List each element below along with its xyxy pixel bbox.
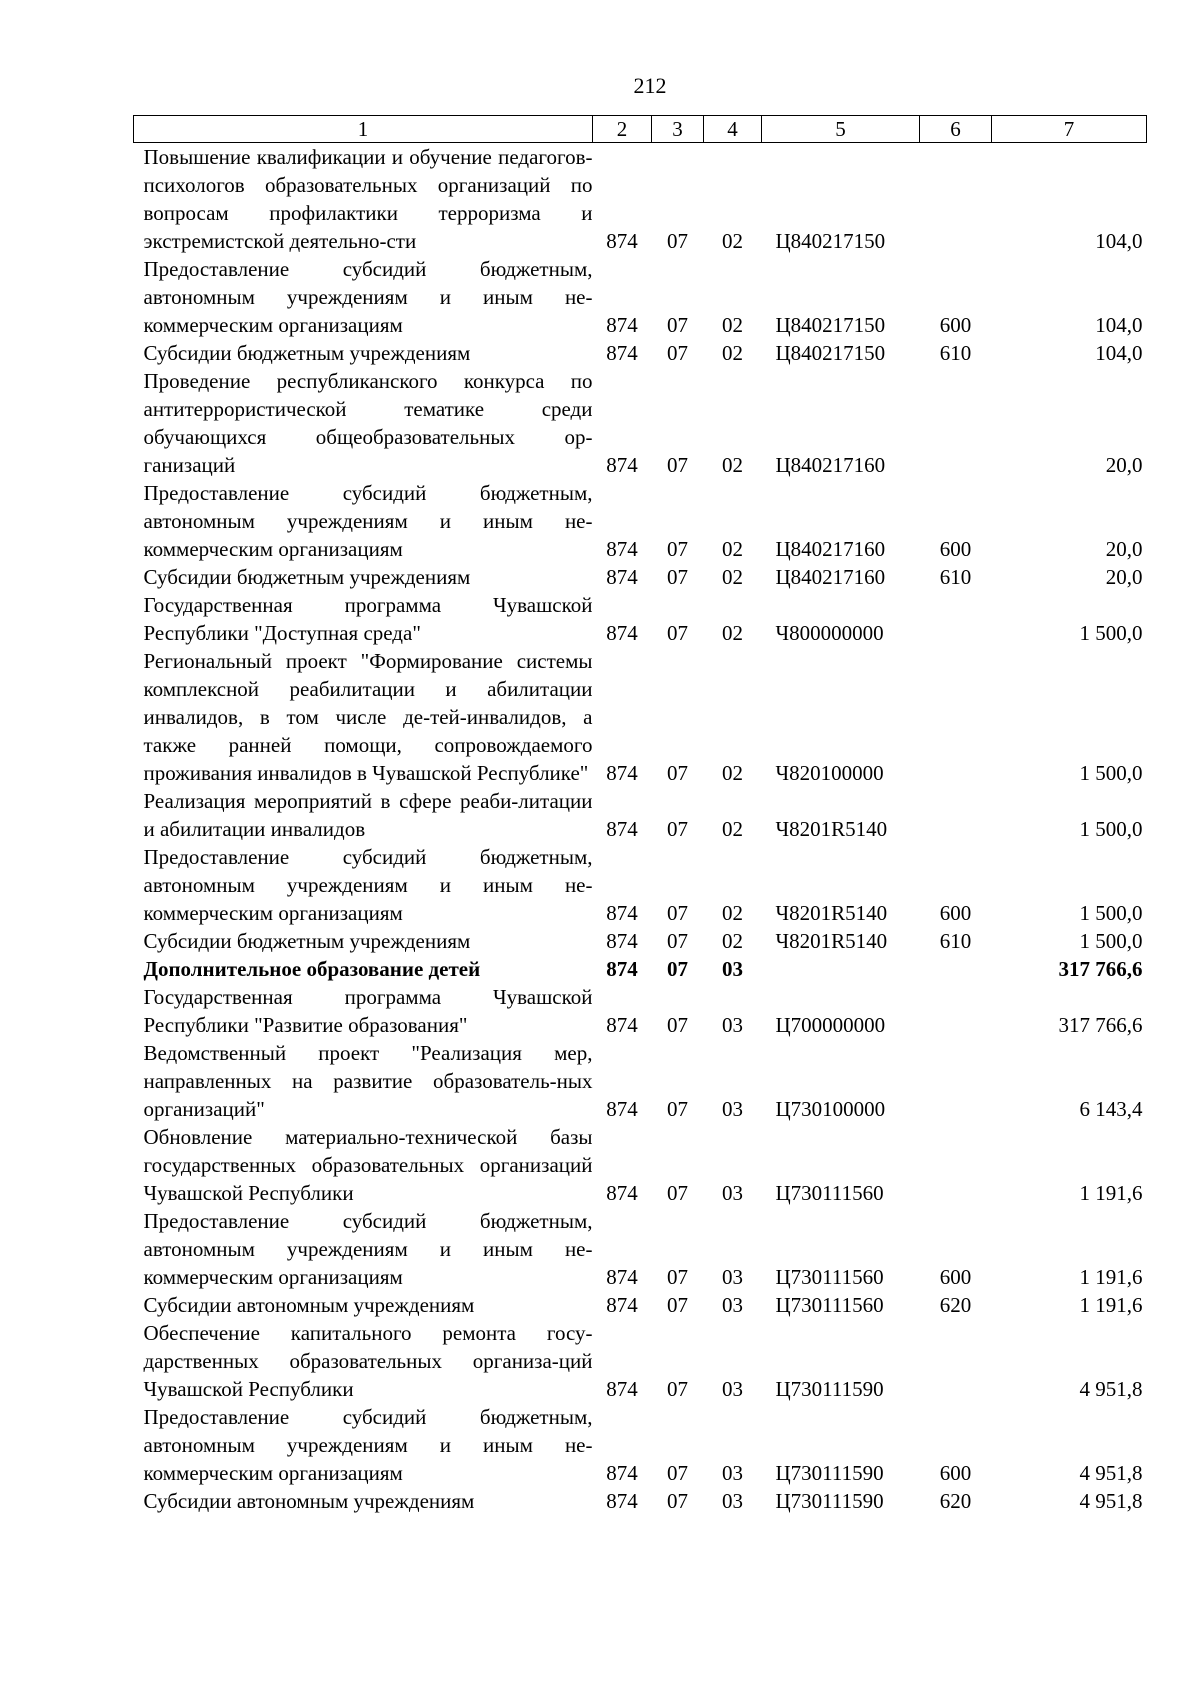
row-section: 07 <box>667 1461 688 1485</box>
row-amount: 317 766,6 <box>1058 957 1143 981</box>
row-grbs: 874 <box>606 537 638 561</box>
row-target-code: Ч8201R5140 <box>775 901 888 925</box>
table-row <box>134 1403 1147 1487</box>
row-grbs: 874 <box>606 817 638 841</box>
row-name: Предоставление субсидий бюджетным, автономным учреждениям и иным не-коммерческим организациям <box>143 1405 593 1485</box>
table-row <box>134 1123 1147 1207</box>
row-expense-type <box>920 1039 992 1123</box>
row-amount: 20,0 <box>1105 565 1143 589</box>
table-row <box>134 1207 1147 1291</box>
table-row <box>134 1319 1147 1403</box>
row-grbs: 874 <box>606 621 638 645</box>
row-expense-type <box>920 787 992 843</box>
row-amount: 20,0 <box>1105 453 1143 477</box>
row-section: 07 <box>667 1377 688 1401</box>
budget-table <box>133 115 1147 1515</box>
row-expense-type: 610 <box>939 565 972 589</box>
row-target-code: Ц730111560 <box>775 1265 884 1289</box>
row-subsection: 03 <box>722 1265 743 1289</box>
row-section: 07 <box>667 1181 688 1205</box>
header-col-5: 5 <box>762 116 920 143</box>
row-subsection: 03 <box>722 1461 743 1485</box>
row-target-code: Ц840217150 <box>775 313 886 337</box>
row-target-code: Ч800000000 <box>775 621 884 645</box>
header-col-3: 3 <box>652 116 704 143</box>
table-row <box>134 1291 1147 1319</box>
row-target-code: Ц840217150 <box>775 341 886 365</box>
row-amount: 104,0 <box>1095 313 1143 337</box>
table-header <box>134 116 1147 143</box>
row-subsection: 03 <box>722 1013 743 1037</box>
row-expense-type: 600 <box>939 537 972 561</box>
row-expense-type: 620 <box>939 1293 972 1317</box>
row-section: 07 <box>667 817 688 841</box>
row-section: 07 <box>667 537 688 561</box>
row-expense-type: 620 <box>939 1489 972 1513</box>
row-section: 07 <box>667 1293 688 1317</box>
row-grbs: 874 <box>606 229 638 253</box>
row-name: Субсидии автономным учреждениям <box>143 1293 475 1317</box>
row-section: 07 <box>667 1097 688 1121</box>
row-section: 07 <box>667 453 688 477</box>
row-section: 07 <box>667 1013 688 1037</box>
row-amount: 1 500,0 <box>1079 817 1143 841</box>
header-row <box>134 116 1147 143</box>
row-expense-type <box>920 143 992 256</box>
row-grbs: 874 <box>606 1097 638 1121</box>
row-name: Реализация мероприятий в сфере реаби-литации и абилитации инвалидов <box>143 789 593 841</box>
row-target-code: Ц730111590 <box>775 1377 884 1401</box>
row-name: Предоставление субсидий бюджетным, автономным учреждениям и иным не-коммерческим организациям <box>143 481 593 561</box>
row-subsection: 02 <box>722 817 743 841</box>
row-amount: 1 191,6 <box>1079 1181 1143 1205</box>
row-expense-type <box>920 1123 992 1207</box>
row-target-code: Ч8201R5140 <box>775 929 888 953</box>
row-target-code: Ц840217160 <box>775 453 886 477</box>
row-name: Проведение республиканского конкурса по антитеррористической тематике среди обучающихся общеобразовательных ор-ганизаций <box>143 369 593 477</box>
row-target-code: Ч820100000 <box>775 761 884 785</box>
table-row <box>134 563 1147 591</box>
row-amount: 1 500,0 <box>1079 901 1143 925</box>
row-target-code: Ц840217160 <box>775 565 886 589</box>
row-amount: 1 500,0 <box>1079 761 1143 785</box>
table-body <box>134 143 1147 1516</box>
row-expense-type <box>920 983 992 1039</box>
row-name: Государственная программа Чувашской Республики "Развитие образования" <box>143 985 593 1037</box>
row-section: 07 <box>667 761 688 785</box>
row-target-code: Ц730111590 <box>775 1489 884 1513</box>
table-row <box>134 983 1147 1039</box>
row-grbs: 874 <box>606 761 638 785</box>
row-section: 07 <box>667 621 688 645</box>
row-section: 07 <box>667 341 688 365</box>
row-name: Ведомственный проект "Реализация мер, направленных на развитие образователь-ных организаций" <box>143 1041 593 1121</box>
row-target-code: Ц730111560 <box>775 1293 884 1317</box>
row-amount: 1 191,6 <box>1079 1265 1143 1289</box>
row-grbs: 874 <box>606 929 638 953</box>
row-name: Повышение квалификации и обучение педагогов-психологов образовательных организаций по вопросам профилактики терроризма и экстремистской деятельно-сти <box>143 145 593 253</box>
row-section: 07 <box>667 957 688 981</box>
row-amount: 1 191,6 <box>1079 1293 1143 1317</box>
row-target-code: Ц700000000 <box>775 1013 886 1037</box>
row-expense-type: 600 <box>939 1265 972 1289</box>
table-row <box>134 843 1147 927</box>
row-subsection: 02 <box>722 537 743 561</box>
row-section: 07 <box>667 229 688 253</box>
row-target-code: Ц840217160 <box>775 537 886 561</box>
row-amount: 4 951,8 <box>1079 1377 1143 1401</box>
row-expense-type <box>920 955 992 983</box>
table-row <box>134 1487 1147 1515</box>
row-grbs: 874 <box>606 341 638 365</box>
row-name: Государственная программа Чувашской Республики "Доступная среда" <box>143 593 593 645</box>
row-name: Обеспечение капитального ремонта госу-дарственных образовательных организа-ций Чувашской Республики <box>143 1321 593 1401</box>
row-name: Субсидии бюджетным учреждениям <box>143 565 471 589</box>
row-amount: 20,0 <box>1105 537 1143 561</box>
row-grbs: 874 <box>606 313 638 337</box>
table-row <box>134 647 1147 787</box>
row-subsection: 03 <box>722 1377 743 1401</box>
row-expense-type: 600 <box>939 1461 972 1485</box>
row-section: 07 <box>667 1489 688 1513</box>
row-target-code: Ц730100000 <box>775 1097 886 1121</box>
header-col-4: 4 <box>704 116 762 143</box>
table-row <box>134 591 1147 647</box>
row-target-code: Ц730111560 <box>775 1181 884 1205</box>
row-subsection: 02 <box>722 341 743 365</box>
row-name: Субсидии автономным учреждениям <box>143 1489 475 1513</box>
row-amount: 104,0 <box>1095 229 1143 253</box>
row-amount: 1 500,0 <box>1079 621 1143 645</box>
row-grbs: 874 <box>606 1181 638 1205</box>
row-expense-type: 600 <box>939 901 972 925</box>
row-expense-type <box>920 1319 992 1403</box>
row-name: Обновление материально-технической базы государственных образовательных организаций Чувашской Республики <box>143 1125 593 1205</box>
row-name: Предоставление субсидий бюджетным, автономным учреждениям и иным не-коммерческим организациям <box>143 1209 593 1289</box>
table-row <box>134 955 1147 983</box>
header-col-1: 1 <box>134 116 593 143</box>
row-subsection: 02 <box>722 313 743 337</box>
table-row <box>134 787 1147 843</box>
table-row <box>134 339 1147 367</box>
row-section: 07 <box>667 929 688 953</box>
row-grbs: 874 <box>606 901 638 925</box>
row-subsection: 02 <box>722 453 743 477</box>
row-subsection: 03 <box>722 1097 743 1121</box>
row-amount: 4 951,8 <box>1079 1489 1143 1513</box>
header-col-6: 6 <box>920 116 992 143</box>
row-amount: 6 143,4 <box>1079 1097 1143 1121</box>
row-amount: 4 951,8 <box>1079 1461 1143 1485</box>
row-name: Дополнительное образование детей <box>143 957 481 981</box>
row-grbs: 874 <box>606 1293 638 1317</box>
header-col-7: 7 <box>992 116 1147 143</box>
table-row <box>134 367 1147 479</box>
row-target-code <box>762 955 920 983</box>
row-section: 07 <box>667 313 688 337</box>
row-subsection: 03 <box>722 1181 743 1205</box>
table-row <box>134 255 1147 339</box>
row-subsection: 03 <box>722 1489 743 1513</box>
table-row <box>134 143 1147 256</box>
row-name: Предоставление субсидий бюджетным, автономным учреждениям и иным не-коммерческим организациям <box>143 257 593 337</box>
row-expense-type <box>920 647 992 787</box>
row-subsection: 02 <box>722 901 743 925</box>
table-row <box>134 479 1147 563</box>
row-target-code: Ц840217150 <box>775 229 886 253</box>
row-subsection: 02 <box>722 929 743 953</box>
page-number: 212 <box>633 73 667 98</box>
row-grbs: 874 <box>606 565 638 589</box>
row-grbs: 874 <box>606 1461 638 1485</box>
row-subsection: 02 <box>722 229 743 253</box>
row-expense-type <box>920 591 992 647</box>
row-grbs: 874 <box>606 957 638 981</box>
row-amount: 104,0 <box>1095 341 1143 365</box>
header-col-2: 2 <box>593 116 652 143</box>
row-grbs: 874 <box>606 1489 638 1513</box>
row-subsection: 03 <box>722 1293 743 1317</box>
row-expense-type: 610 <box>939 929 972 953</box>
row-subsection: 03 <box>722 957 743 981</box>
row-amount: 1 500,0 <box>1079 929 1143 953</box>
row-amount: 317 766,6 <box>1058 1013 1143 1037</box>
table-row <box>134 927 1147 955</box>
row-expense-type <box>920 367 992 479</box>
row-name: Региональный проект "Формирование системы комплексной реабилитации и абилитации инвалидов, в том числе де-тей-инвалидов, а также ранней помощи, сопровождаемого проживания инвалидов в Чувашской Республике" <box>143 649 593 785</box>
row-name: Субсидии бюджетным учреждениям <box>143 929 471 953</box>
row-section: 07 <box>667 565 688 589</box>
row-subsection: 02 <box>722 621 743 645</box>
row-expense-type: 610 <box>939 341 972 365</box>
row-section: 07 <box>667 1265 688 1289</box>
row-target-code: Ч8201R5140 <box>775 817 888 841</box>
row-section: 07 <box>667 901 688 925</box>
row-grbs: 874 <box>606 1377 638 1401</box>
row-name: Предоставление субсидий бюджетным, автономным учреждениям и иным не-коммерческим организациям <box>143 845 593 925</box>
table-row <box>134 1039 1147 1123</box>
row-grbs: 874 <box>606 453 638 477</box>
row-name: Субсидии бюджетным учреждениям <box>143 341 471 365</box>
row-expense-type: 600 <box>939 313 972 337</box>
row-subsection: 02 <box>722 761 743 785</box>
row-target-code: Ц730111590 <box>775 1461 884 1485</box>
row-grbs: 874 <box>606 1013 638 1037</box>
row-subsection: 02 <box>722 565 743 589</box>
row-grbs: 874 <box>606 1265 638 1289</box>
